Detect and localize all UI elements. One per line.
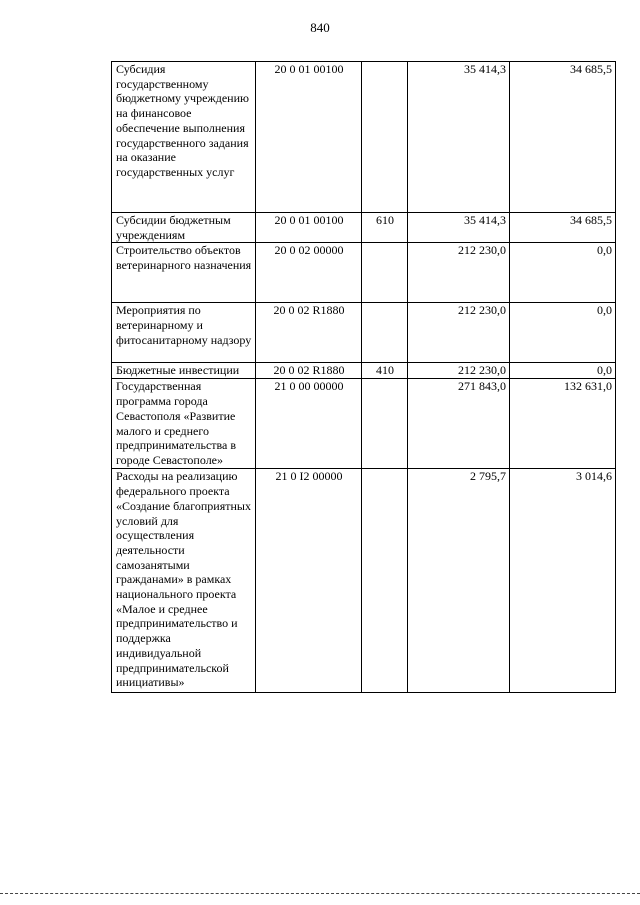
row-name: Мероприятия по ветеринарному и фитосанитарному надзору [116,303,252,347]
row-name: Расходы на реализацию федерального проекта «Создание благоприятных условий для осуществления деятельности самозанятыми гражданами» в рамках национального проекта «Малое и среднее предпринимательство и поддержка индивидуальной предпринимательской инициативы» [116,469,251,690]
row-amount-year-2: 0,0 [510,363,616,379]
row-expense-type: 410 [362,363,408,379]
table-row [112,303,616,363]
row-amount-year-2: 132 631,0 [510,379,616,469]
row-name: Строительство объектов ветеринарного назначения [116,243,252,273]
table-row [112,243,616,303]
row-expense-type [362,379,408,469]
table-row [112,363,616,379]
row-name-cell [112,303,256,363]
row-code: 20 0 01 00100 [256,213,362,243]
row-code: 20 0 02 R1880 [256,303,362,363]
page-bottom-rule [0,893,640,894]
row-name-cell [112,469,256,693]
row-expense-type [362,62,408,213]
row-code: 20 0 01 00100 [256,62,362,213]
row-name-cell [112,62,256,213]
row-code: 21 0 I2 00000 [256,469,362,693]
row-name-cell [112,363,256,379]
row-amount-year-1: 35 414,3 [408,62,510,213]
row-amount-year-1: 2 795,7 [408,469,510,693]
table-row [112,213,616,243]
row-amount-year-1: 212 230,0 [408,303,510,363]
row-amount-year-2: 0,0 [510,303,616,363]
row-name: Государственная программа города Севастополя «Развитие малого и среднего предпринимательства в городе Севастополе» [116,379,237,467]
budget-table [111,61,616,693]
row-name-cell [112,379,256,469]
row-amount-year-2: 34 685,5 [510,62,616,213]
row-name-cell [112,213,256,243]
row-code: 20 0 02 00000 [256,243,362,303]
row-expense-type [362,469,408,693]
row-name: Бюджетные инвестиции [116,363,240,378]
row-expense-type [362,243,408,303]
row-amount-year-2: 0,0 [510,243,616,303]
page-number: 840 [310,20,330,35]
row-code: 21 0 00 00000 [256,379,362,469]
row-expense-type [362,303,408,363]
row-amount-year-2: 3 014,6 [510,469,616,693]
table-row [112,379,616,469]
table-row [112,62,616,213]
row-name-cell [112,243,256,303]
row-amount-year-2: 34 685,5 [510,213,616,243]
row-amount-year-1: 212 230,0 [408,363,510,379]
row-amount-year-1: 271 843,0 [408,379,510,469]
row-amount-year-1: 35 414,3 [408,213,510,243]
row-name: Субсидии бюджетным учреждениям [116,213,231,242]
row-code: 20 0 02 R1880 [256,363,362,379]
row-name: Субсидия государственному бюджетному учреждению на финансовое обеспечение выполнения государственного задания на оказание государственных услуг [116,62,249,179]
table-row [112,469,616,693]
row-amount-year-1: 212 230,0 [408,243,510,303]
row-expense-type: 610 [362,213,408,243]
